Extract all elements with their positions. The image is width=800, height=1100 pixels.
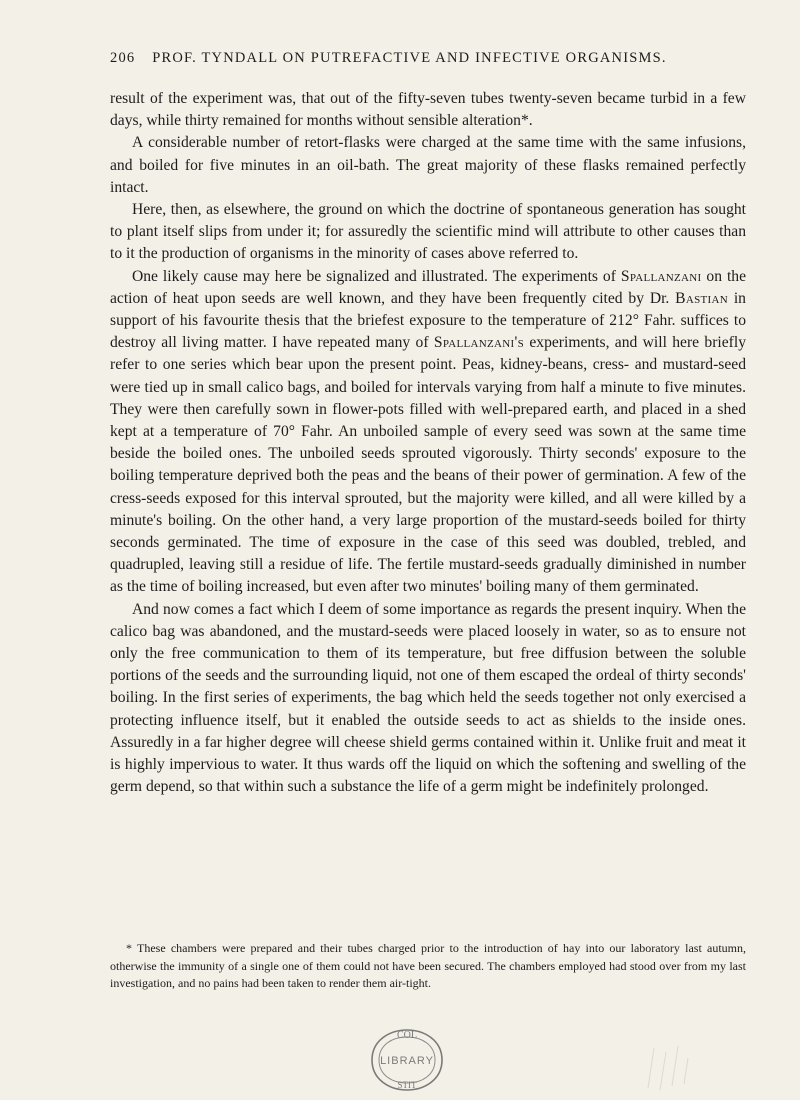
paragraph-4-part-d: experiments, and will here briefly refer to one series which bear upon the present point. Peas, kidney-beans, cress- and mustard-seed were tied up in small calico bags, and boiled for intervals varying from half a minute to five minutes. They were then carefully sown in flower-pots filled with well-prepared earth, and placed in a shed kept at a temperature of 70° Fahr. An unboiled sample of every seed was sown at the same time beside the boiled ones. The unboiled seeds sprouted vigorously. Thirty seconds' exposure to the boiling temperature deprived both the peas and the beans of their power of germination. A few of the cress-seeds exposed for this interval sprouted, but the majority were killed, and all were killed by a minute's boiling. On the other hand, a very large proportion of the mustard-seeds boiled for thirty seconds germinated. The time of exposure in the case of this seed was doubled, trebled, and quadrupled, leaving still a residue of life. The fertile mustard-seeds gradually diminished in number as the time of boiling increased, but even after two minutes' boiling many of them germinated. [110, 334, 746, 596]
author-name-bastian: Bastian [675, 289, 729, 307]
stamp-top-text: COL [397, 1030, 417, 1041]
stamp-center-text: LIBRARY [380, 1055, 434, 1067]
show-through-graphic [640, 1040, 700, 1095]
paragraph-4-part-a: One likely cause may here be signalized and illustrated. The experiments of [132, 267, 616, 285]
paragraph-4 [110, 266, 746, 599]
author-name-spallanzanis: Spallanzani's [433, 334, 525, 352]
paragraph-1: result of the experiment was, that out of the fifty-seven tubes twenty-seven became turbid in a few days, while thirty remained for months without sensible alteration*. [110, 90, 746, 130]
stamp-bottom-text: STIT [397, 1080, 417, 1090]
paragraph-5: And now comes a fact which I deem of some importance as regards the present inquiry. When the calico bag was abandoned, and the mustard-seeds were placed loosely in water, so as to ensure not only the free communication to them of its temperature, but free diffusion between the soluble portions of the seeds and the surrounding liquid, not one of them escaped the ordeal of thirty seconds' boiling. In the first series of experiments, the bag which held the seeds together not only exercised a protecting influence itself, but it enabled the outside seeds to act as shields to the inside ones. Assuredly in a far higher degree will cheese shield germs contained within it. Unlike fruit and meat it is highly impervious to water. It thus wards off the liquid on which the softening and swelling of the germ depend, so that within such a substance the life of a germ might be indefinitely prolonged. [110, 600, 746, 796]
page-number: 206 [110, 50, 136, 66]
footnote: * These chambers were prepared and their tubes charged prior to the introduction of hay into our laboratory last autumn, otherwise the immunity of a single one of them could not have been secured. The chambers employed had stood over from my last investigation, and no pains had been taken to render them air-tight. [110, 941, 746, 990]
library-stamp-graphic [362, 1026, 452, 1094]
body-text [110, 88, 746, 799]
paragraph-2: A considerable number of retort-flasks were charged at the same time with the same infusions, and boiled for five minutes in an oil-bath. The great majority of these flasks remained perfectly intact. [110, 134, 746, 196]
paragraph-4-part-b: on the action of heat upon seeds are well known, and they have been frequently cited by Dr. [110, 267, 746, 307]
show-through-marks [640, 1040, 700, 1095]
paragraph-3: Here, then, as elsewhere, the ground on which the doctrine of spontaneous generation has sought to plant itself slips from under it; for assuredly the scientific mind will attribute to other causes than to it the production of organisms in the minority of cases above referred to. [110, 201, 746, 263]
running-header [110, 50, 750, 67]
author-name-spallanzani: Spallanzani [620, 267, 702, 285]
library-stamp [362, 1026, 452, 1094]
paragraph-4-part-c: in support of his favourite thesis that the briefest exposure to the temperature of 212° Fahr. suffices to destroy all living matter. I have repeated many of [110, 289, 746, 352]
running-title: PROF. TYNDALL ON PUTREFACTIVE AND INFECTIVE ORGANISMS. [152, 50, 667, 66]
